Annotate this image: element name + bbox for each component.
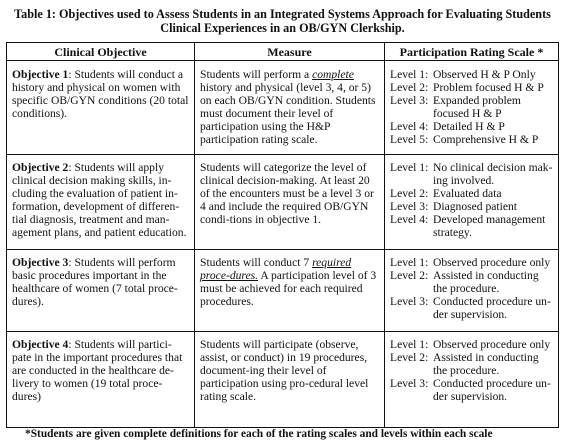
level-item: Level 1: Observed procedure only bbox=[390, 256, 551, 269]
level-item: Level 1: Observed procedure only bbox=[390, 338, 551, 351]
measure-emphasis: complete bbox=[312, 68, 354, 81]
table-title-line-2: Clinical Experiences in an OB/GYN Clerkship. bbox=[160, 21, 405, 35]
objective-label: Objective 3 bbox=[12, 256, 69, 269]
objective-text: : Students will partici-pate in the important procedures that are conducted in the healthcare de-livery to women (19 total proce-dures) bbox=[12, 338, 183, 403]
table-title bbox=[10, 7, 555, 35]
level-item: Level 3: Diagnosed patient bbox=[390, 200, 518, 213]
measure-text-continued: history and physical (level 3, 4, or 5) on each OB/GYN condition. Students must document their level of participation using the H&P participation rating scale. bbox=[200, 81, 376, 146]
measure-cell bbox=[195, 250, 385, 332]
measure-text-continued: A participation level of 3 must be achieved for each required procedures. bbox=[200, 269, 377, 308]
table-row bbox=[7, 250, 559, 332]
objective-cell bbox=[7, 155, 195, 250]
table-row bbox=[7, 61, 559, 155]
level-item: Level 2: Problem focused H & P bbox=[390, 81, 544, 94]
level-item: Level 2: Assisted in conducting the procedure. bbox=[390, 351, 539, 377]
level-item: Level 2: Evaluated data bbox=[390, 187, 502, 200]
objective-cell bbox=[7, 332, 195, 428]
measure-cell bbox=[195, 61, 385, 155]
level-item: Level 2: Assisted in conducting the procedure. bbox=[390, 269, 539, 295]
measure-text: Students will participate (observe, assist, or conduct) in 19 procedures, document-ing their level of participation using pro-cedural level rating scale. bbox=[200, 338, 369, 403]
table-title-line-1: Table 1: Objectives used to Assess Students in an Integrated Systems Approach for Evaluating Students bbox=[14, 7, 551, 21]
scale-cell bbox=[385, 332, 559, 428]
objective-text: : Students will conduct a history and physical on women with specific OB/GYN conditions (20 total conditions). bbox=[12, 68, 189, 120]
objective-cell bbox=[7, 61, 195, 155]
objectives-table bbox=[6, 42, 559, 428]
header-measure: Measure bbox=[195, 43, 385, 61]
measure-cell bbox=[195, 155, 385, 250]
objective-cell bbox=[7, 250, 195, 332]
measure-text: Students will conduct 7 bbox=[200, 256, 313, 269]
header-participation-rating-scale: Participation Rating Scale * bbox=[385, 43, 559, 61]
measure-emphasis: required proce-dures. bbox=[200, 256, 352, 282]
objective-label: Objective 2 bbox=[12, 161, 69, 174]
level-item: Level 1: No clinical decision mak-ing involved. bbox=[390, 161, 553, 187]
objective-label: Objective 1 bbox=[12, 68, 69, 81]
level-item: Level 4: Detailed H & P bbox=[390, 120, 505, 133]
objective-text: : Students will perform basic procedures important in the healthcare of women (7 total proce-dures). bbox=[12, 256, 178, 308]
level-item: Level 3: Conducted procedure un-der supervision. bbox=[390, 377, 551, 403]
scale-cell bbox=[385, 250, 559, 332]
measure-text: Students will categorize the level of clinical decision-making. At least 20 of the encounters must be a level 3 or 4 and include the required OB/GYN condi-tions in objective 1. bbox=[200, 161, 374, 226]
table-footnote: *Students are given complete definitions for each of the rating scales and levels within each scale bbox=[25, 428, 493, 440]
scale-cell bbox=[385, 61, 559, 155]
header-clinical-objective: Clinical Objective bbox=[7, 43, 195, 61]
scale-cell bbox=[385, 155, 559, 250]
level-item: Level 3: Conducted procedure un-der supervision. bbox=[390, 295, 551, 321]
objective-label: Objective 4 bbox=[12, 338, 69, 351]
objective-text: : Students will apply clinical decision making skills, in-cluding the evaluation of patient in-formation, development of differen-tial diagnosis, treatment and man-agement plans, and patient education. bbox=[12, 161, 187, 239]
level-item: Level 1: Observed H & P Only bbox=[390, 68, 536, 81]
measure-cell bbox=[195, 332, 385, 428]
level-item: Level 4: Developed management strategy. bbox=[390, 213, 546, 239]
measure-text: Students will perform a bbox=[200, 68, 313, 81]
level-item: Level 3: Expanded problem focused H & P bbox=[390, 94, 521, 120]
header-row bbox=[7, 43, 559, 61]
level-item: Level 5: Comprehensive H & P bbox=[390, 133, 539, 146]
table-row bbox=[7, 155, 559, 250]
table-row bbox=[7, 332, 559, 428]
